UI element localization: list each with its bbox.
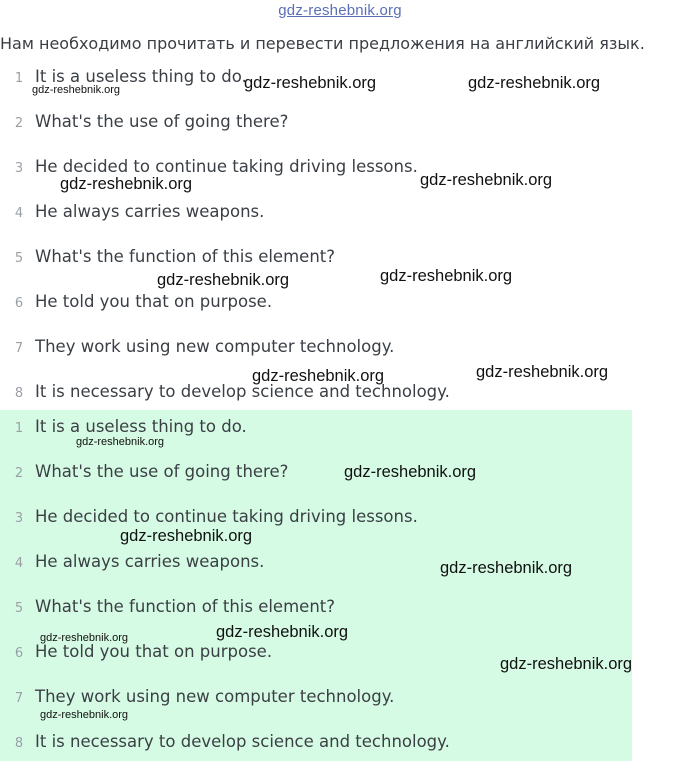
watermark: gdz-reshebnik.org <box>380 267 513 285</box>
list-item <box>0 292 632 316</box>
item-number: 6 <box>14 296 24 311</box>
watermark: gdz-reshebnik.org <box>244 74 377 92</box>
item-number: 3 <box>14 511 24 526</box>
watermark: gdz-reshebnik.org <box>500 655 633 673</box>
list-item <box>0 202 632 226</box>
list-item <box>0 687 632 711</box>
watermark: gdz-reshebnik.org <box>157 271 290 289</box>
site-header-link[interactable]: gdz-reshebnik.org <box>278 2 402 19</box>
watermark: gdz-reshebnik.org <box>32 84 121 96</box>
item-text: He decided to continue taking driving lessons. <box>35 507 418 526</box>
item-text: They work using new computer technology. <box>35 337 395 356</box>
watermark: gdz-reshebnik.org <box>76 436 165 448</box>
list-item <box>0 337 632 361</box>
watermark: gdz-reshebnik.org <box>440 559 573 577</box>
item-number: 8 <box>14 386 24 401</box>
item-number: 4 <box>14 556 24 571</box>
item-number: 2 <box>14 466 24 481</box>
item-text: What's the use of going there? <box>35 462 289 481</box>
item-number: 7 <box>14 341 24 356</box>
list-item <box>0 247 632 271</box>
watermark: gdz-reshebnik.org <box>476 363 609 381</box>
item-number: 5 <box>14 601 24 616</box>
item-text: What's the function of this element? <box>35 597 335 616</box>
item-number: 1 <box>14 71 24 86</box>
item-number: 7 <box>14 691 24 706</box>
watermark: gdz-reshebnik.org <box>120 527 253 545</box>
task-instruction: Нам необходимо прочитать и перевести предложения на английский язык. <box>0 34 645 53</box>
item-number: 8 <box>14 736 24 751</box>
watermark: gdz-reshebnik.org <box>40 709 129 721</box>
item-text: He decided to continue taking driving lessons. <box>35 157 418 176</box>
item-text: He told you that on purpose. <box>35 642 273 661</box>
list-item <box>0 112 632 136</box>
item-number: 1 <box>14 421 24 436</box>
list-item <box>0 507 632 531</box>
watermark: gdz-reshebnik.org <box>60 175 193 193</box>
item-number: 2 <box>14 116 24 131</box>
watermark: gdz-reshebnik.org <box>420 171 553 189</box>
item-text: It is a useless thing to do. <box>35 67 247 86</box>
item-number: 4 <box>14 206 24 221</box>
list-item <box>0 462 632 486</box>
watermark: gdz-reshebnik.org <box>344 463 477 481</box>
watermark: gdz-reshebnik.org <box>216 623 349 641</box>
item-number: 3 <box>14 161 24 176</box>
item-text: He always carries weapons. <box>35 202 265 221</box>
item-text: It is necessary to develop science and technology. <box>35 732 450 751</box>
item-number: 5 <box>14 251 24 266</box>
watermark: gdz-reshebnik.org <box>468 74 601 92</box>
item-text: They work using new computer technology. <box>35 687 395 706</box>
item-text: It is necessary to develop science and technology. <box>35 382 450 401</box>
sentence-list-original <box>0 62 632 410</box>
item-text: What's the use of going there? <box>35 112 289 131</box>
list-item <box>0 597 632 621</box>
item-text: He told you that on purpose. <box>35 292 273 311</box>
watermark: gdz-reshebnik.org <box>40 632 129 644</box>
item-text: What's the function of this element? <box>35 247 335 266</box>
item-text: It is a useless thing to do. <box>35 417 247 436</box>
item-text: He always carries weapons. <box>35 552 265 571</box>
watermark: gdz-reshebnik.org <box>252 367 385 385</box>
list-item <box>0 732 632 756</box>
item-number: 6 <box>14 646 24 661</box>
